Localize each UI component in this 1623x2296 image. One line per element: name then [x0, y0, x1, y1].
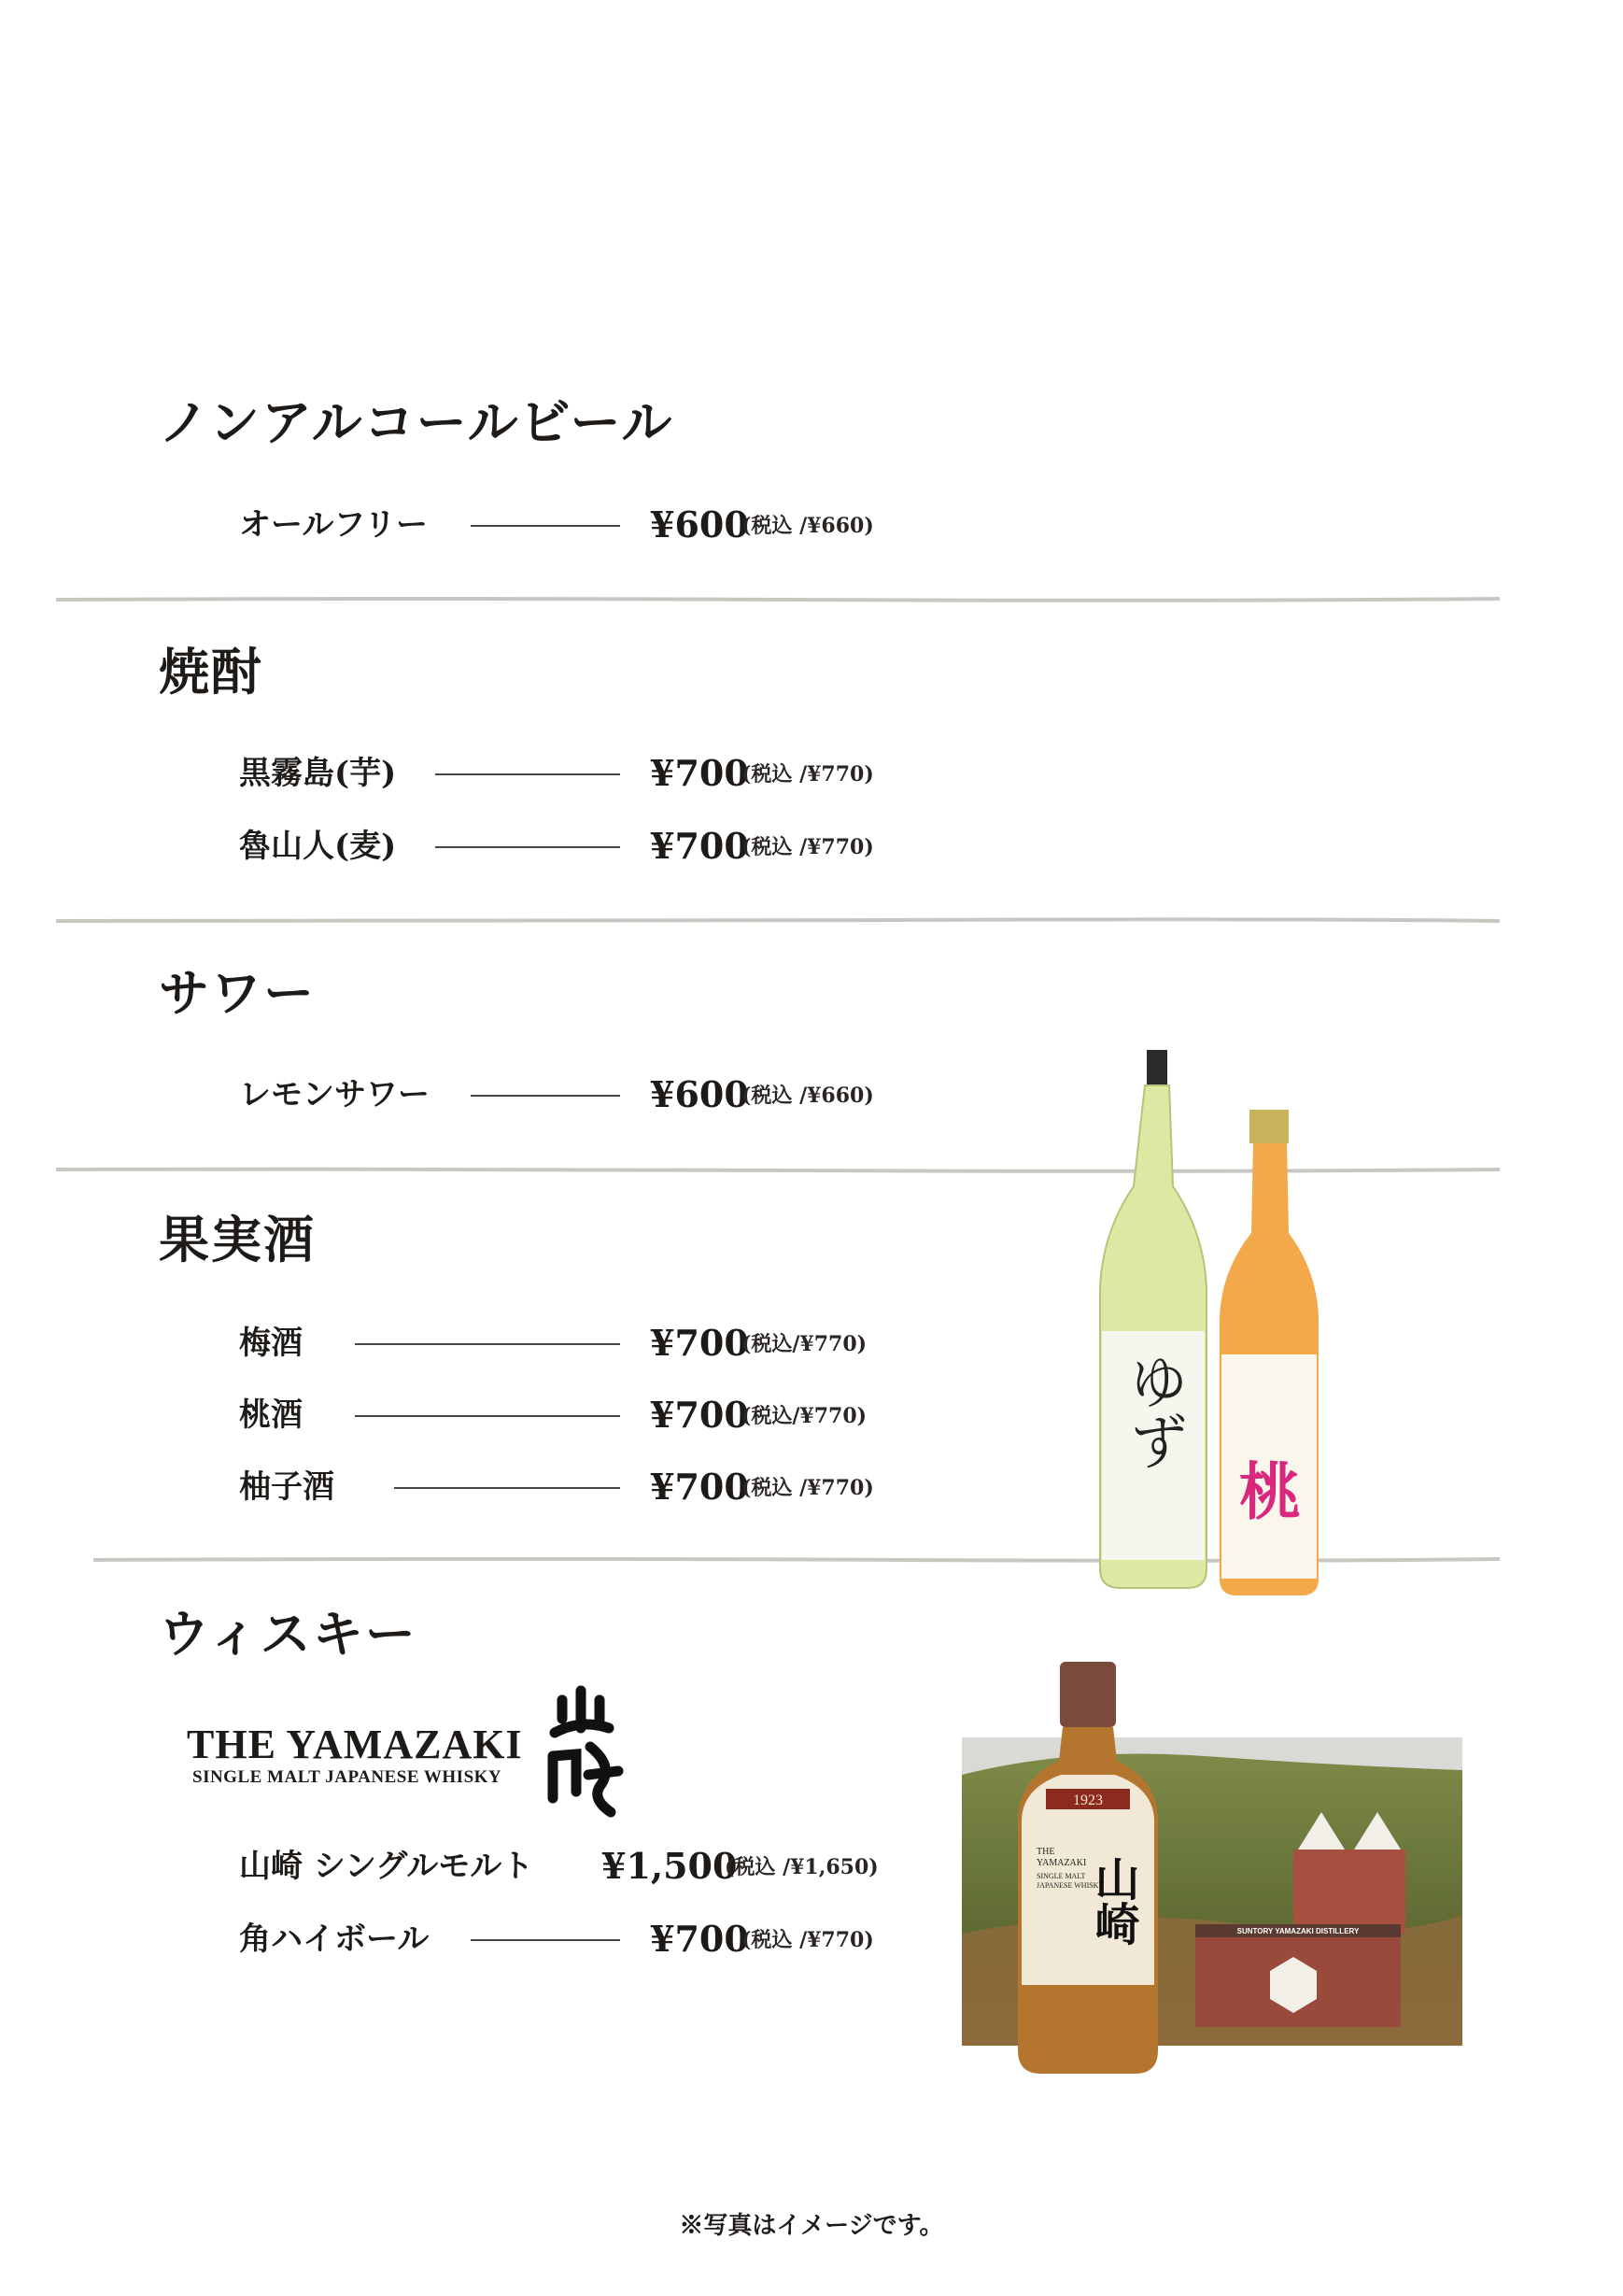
- section-title-sour: サワー: [159, 963, 316, 1023]
- item-tax-price: (税込 /¥660): [741, 514, 874, 538]
- fruit-liquor-bottles-image: [1083, 1046, 1326, 1597]
- divider: [56, 917, 1500, 925]
- item-name: 角ハイボール: [239, 1920, 430, 1958]
- bottle-line-3: SINGLE MALT: [1037, 1872, 1086, 1880]
- yamazaki-logo: [187, 1723, 523, 1789]
- menu-item: [239, 753, 986, 794]
- leader-line: [435, 773, 620, 775]
- leader-line: [471, 1939, 620, 1941]
- item-tax-price: (税込/¥770): [741, 1404, 868, 1428]
- item-price: ¥700: [650, 1466, 749, 1508]
- leader-line: [355, 1343, 620, 1345]
- menu-item: [239, 1846, 986, 1887]
- item-name: 桃酒: [239, 1396, 303, 1434]
- item-price: ¥600: [650, 503, 749, 546]
- distillery-sign: SUNTORY YAMAZAKI DISTILLERY: [1236, 1927, 1360, 1935]
- section-title-shochu: 焼酎: [159, 642, 263, 702]
- momo-label-text: 桃: [1239, 1455, 1301, 1528]
- bottle-line-1: THE: [1037, 1847, 1055, 1857]
- section-title-whisky: ウィスキー: [159, 1604, 417, 1664]
- item-tax-price: (税込 /¥1,650): [725, 1855, 879, 1879]
- item-tax-price: (税込 /¥770): [741, 835, 874, 859]
- menu-item: [239, 826, 986, 867]
- photo-disclaimer: ※写真はイメージです。: [679, 2212, 944, 2240]
- section-title-nonalcohol: ノンアルコールビール: [159, 392, 674, 452]
- item-price: ¥600: [650, 1073, 749, 1115]
- bottle-line-2: YAMAZAKI: [1037, 1858, 1087, 1868]
- menu-item: [239, 1323, 986, 1364]
- item-name: 黒霧島(芋): [239, 755, 397, 792]
- leader-line: [471, 525, 620, 527]
- logo-title: THE YAMAZAKI: [187, 1722, 523, 1767]
- yuzu-label-text: ゆず: [1119, 1351, 1188, 1470]
- item-price: ¥1,500: [601, 1845, 738, 1887]
- menu-item: [239, 1395, 986, 1436]
- yamazaki-kanji-logo: [534, 1681, 628, 1831]
- section-title-fruit: 果実酒: [159, 1210, 316, 1269]
- item-tax-price: (税込 /¥770): [741, 762, 874, 787]
- leader-line: [471, 1095, 620, 1097]
- item-price: ¥700: [650, 752, 749, 794]
- item-name: オールフリー: [239, 506, 428, 544]
- item-name: 山崎 シングルモルト: [239, 1848, 534, 1885]
- leader-line: [394, 1487, 620, 1489]
- logo-subtitle: SINGLE MALT JAPANESE WHISKY: [192, 1767, 502, 1787]
- menu-item: [239, 1074, 986, 1115]
- item-price: ¥700: [650, 1394, 749, 1436]
- item-price: ¥700: [650, 825, 749, 867]
- item-tax-price: (税込/¥770): [741, 1332, 868, 1356]
- item-name: 魯山人(麦): [239, 828, 397, 865]
- item-name: 柚子酒: [239, 1468, 334, 1506]
- item-tax-price: (税込 /¥770): [741, 1928, 874, 1952]
- bottle-line-4: JAPANESE WHISKY: [1037, 1881, 1105, 1890]
- leader-line: [355, 1415, 620, 1417]
- item-name: レモンサワー: [239, 1076, 430, 1113]
- item-name: 梅酒: [239, 1325, 303, 1362]
- menu-item: [239, 1919, 986, 1960]
- item-price: ¥700: [650, 1322, 749, 1364]
- leader-line: [435, 846, 620, 848]
- item-tax-price: (税込 /¥660): [741, 1084, 874, 1108]
- item-price: ¥700: [650, 1918, 749, 1960]
- item-tax-price: (税込 /¥770): [741, 1476, 874, 1500]
- menu-item: [239, 1467, 986, 1508]
- divider: [56, 596, 1500, 603]
- bottle-kanji: 山崎: [1087, 1856, 1139, 1946]
- yamazaki-bottle-image: [1009, 1658, 1167, 2078]
- menu-item: [239, 504, 986, 546]
- bottle-year: 1923: [1073, 1793, 1103, 1808]
